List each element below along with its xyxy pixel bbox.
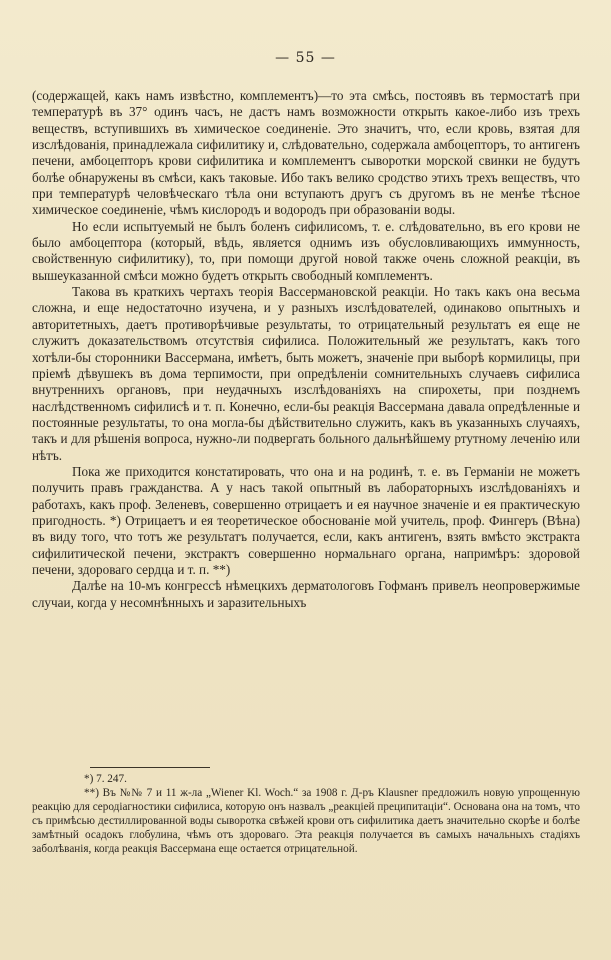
paragraph: (содержащей, какъ намъ извѣстно, комплементъ)—то эта смѣсь, постоявъ въ термостатѣ при температурѣ въ 37° одинъ часъ, не дастъ намъ возможности открыть какое-либо изъ трехъ веществъ, вступившихъ въ химическое соединеніе. Это значитъ, что, если кровь, взятая для изслѣдованія, принадлежала сифилитику и, слѣдовательно, содержала амбоцепторъ, то антигенъ печени, амбоцепторъ крови сифилитика и комплементъ сыворотки морской свинки не будутъ болѣе обнаружены въ смѣси, какъ таковые. Ибо такъ велико сродство этихъ трехъ веществъ, что при температурѣ человѣческаго тѣла они вступаютъ другъ съ другомъ въ не менѣе тѣсное химическое соединеніе, чѣмъ кислородъ и водородъ при образованіи воды. bbox=[32, 88, 580, 218]
main-text bbox=[32, 88, 580, 611]
footnotes bbox=[32, 772, 580, 857]
footnote-divider bbox=[90, 767, 210, 768]
page-number: — 55 — bbox=[275, 50, 336, 66]
paragraph: Пока же приходится констатировать, что она и на родинѣ, т. е. въ Германіи не можетъ получить правъ гражданства. А у насъ такой опытный въ лабораторныхъ изслѣдованіяхъ и работахъ, какъ проф. Зеленевъ, совершенно отрицаетъ и ея научное значеніе и ея практическую пригодность. *) Отрицаетъ и ея теоретическое обоснованіе мой учитель, проф. Фингеръ (Вѣна) въ виду того, что тотъ же результатъ получается, если, какъ антигенъ, взять вмѣсто экстракта сифилитической печени, экстрактъ совершенно нормальнаго органа, напримѣръ: здоровой печени, здороваго сердца и т. п. **) bbox=[32, 463, 580, 577]
paragraph: Но если испытуемый не былъ боленъ сифилисомъ, т. е. слѣдовательно, въ его крови не было амбоцептора (который, вѣдь, является однимъ изъ обусловливающихъ иммунность, свойственную сифилитику), то, при помощи другой новой также очень сложной реакціи, въ вышеуказанной смѣси можно будетъ открыть свободный комплементъ. bbox=[32, 218, 580, 283]
paragraph: Далѣе на 10-мъ конгрессѣ нѣмецкихъ дерматологовъ Гофманъ привелъ неопровержимые случаи, когда у несомнѣнныхъ и заразительныхъ bbox=[32, 578, 580, 610]
paragraph: Такова въ краткихъ чертахъ теорія Вассермановской реакціи. Но такъ какъ она весьма сложна, и еще недостаточно изучена, и у разныхъ изслѣдователей, одинаково опытныхъ и авторитетныхъ, даетъ противорѣчивые результаты, то отрицательный результатъ ея еще не служитъ доказательствомъ отсутствія сифилиса. Положительный же результатъ, какъ того хотѣли-бы сторонники Вассермана, имѣетъ, быть можетъ, значеніе при выборѣ кормилицы, при пріемѣ дѣвушекъ въ дома терпимости, при опредѣленіи сомнительныхъ случаевъ сифилиса внутреннихъ органовъ, при неудачныхъ изслѣдованіяхъ на спирохеты, при позднемъ наслѣдственномъ сифилисѣ и т. п. Конечно, если-бы реакція Вассермана давала опредѣленные и постоянные результаты, то она могла-бы дѣйствительно служить, какъ въ указанныхъ случаяхъ, такъ и для рѣшенія вопроса, нужно-ли подвергать больного дальнѣйшему ртутному леченію или нѣтъ. bbox=[32, 284, 580, 463]
footnote: *) 7. 247. bbox=[84, 773, 127, 785]
footnote: **) Въ №№ 7 и 11 ж-ла „Wiener Kl. Woch.“ за 1908 г. Д-ръ Klausner предложилъ новую упрощенную реакцію для серодіагностики сифилиса, которую онъ назвалъ „реакціей преципитаціи“. Основана она на томъ, что съ примѣсью дестиллированной воды сыворотка свѣжей крови отъ сифилитика даетъ значительно скорѣе и болѣе замѣтный осадокъ глобулина, чѣмъ отъ здороваго. Эта реакція получается въ самыхъ начальныхъ стадіяхъ заболѣванія, когда реакція Вассермана еще остается отрицательной. bbox=[32, 787, 580, 856]
